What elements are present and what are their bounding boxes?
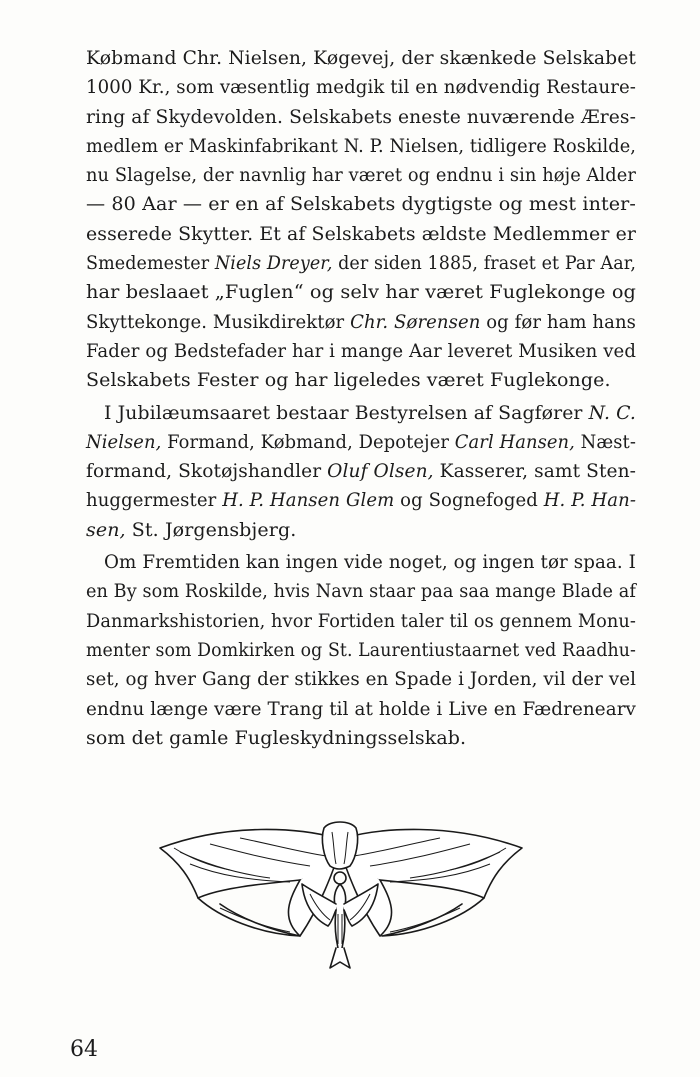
text-segment: Skyttekonge. Musikdirektør (86, 310, 351, 333)
text-line (86, 516, 636, 545)
text-line (86, 73, 636, 102)
text-line (86, 190, 636, 219)
text-line (86, 308, 636, 337)
text-line (86, 428, 636, 457)
text-line (86, 577, 636, 606)
bird-medal-ribbon-icon (150, 818, 530, 998)
text-line (86, 161, 636, 190)
text-line (86, 636, 636, 665)
text-segment: set, og hver Gang der stikkes en Spade i Jorden, vil der vel (86, 668, 637, 691)
text-segment: Kasserer, samt Sten- (433, 460, 637, 483)
text-segment: og Sognefoged (394, 489, 544, 512)
text-line (86, 44, 636, 73)
text-line (86, 548, 636, 577)
text-segment: ring af Skydevolden. Selskabets eneste nuværende Æres- (86, 105, 637, 128)
text-line (86, 665, 636, 694)
italic-name: Nielsen, (86, 430, 162, 453)
text-line (86, 337, 636, 366)
text-segment: og før ham hans (480, 310, 636, 333)
text-line (86, 399, 636, 428)
text-line (86, 486, 636, 515)
italic-name: H. P. Han- (543, 489, 637, 512)
text-segment: St. Jørgensbjerg. (125, 518, 297, 541)
italic-name: sen, (86, 518, 126, 541)
text-line (86, 724, 636, 753)
text-segment: formand, Skotøjshandler (86, 460, 328, 483)
text-line (86, 220, 636, 249)
italic-name: Chr. Sørensen (350, 310, 481, 333)
text-segment: medlem er Maskinfabrikant N. P. Nielsen, tidligere Roskilde, (86, 134, 637, 157)
text-segment: Næst- (574, 430, 636, 453)
text-segment: Smedemester (86, 252, 215, 275)
italic-name: Niels Dreyer, (214, 252, 333, 275)
text-segment: menter som Domkirken og St. Laurentiustaarnet ved Raadhu- (86, 638, 637, 661)
text-segment: Formand, Købmand, Depotejer (161, 430, 455, 453)
page-number: 64 (70, 1037, 98, 1062)
text-segment: I Jubilæumsaaret bestaar Bestyrelsen af Sagfører (104, 401, 589, 424)
italic-name: Carl Hansen, (454, 430, 575, 453)
text-line (86, 607, 636, 636)
italic-name: H. P. Hansen Glem (222, 489, 395, 512)
text-segment: esserede Skytter. Et af Selskabets ældste Medlemmer er (86, 222, 636, 245)
text-segment: endnu længe være Trang til at holde i Live en Fædrenearv (86, 697, 636, 720)
text-segment: 1000 Kr., som væsentlig medgik til en nødvendig Restaure- (86, 76, 637, 99)
italic-name: Oluf Olsen, (327, 460, 434, 483)
text-segment: — 80 Aar — er en af Selskabets dygtigste og mest inter- (86, 193, 636, 216)
text-line (86, 249, 636, 278)
text-segment: nu Slagelse, der navnlig har været og endnu i sin høje Alder (86, 164, 637, 187)
text-segment: som det gamle Fugleskydningsselskab. (86, 726, 467, 749)
text-segment: har beslaaet „Fuglen“ og selv har været Fuglekonge og (86, 281, 636, 304)
text-segment: Fader og Bedstefader har i mange Aar leveret Musiken ved (86, 339, 637, 362)
text-segment: en By som Roskilde, hvis Navn staar paa saa mange Blade af (86, 580, 637, 603)
text-segment: Selskabets Fester og har ligeledes været Fuglekonge. (86, 369, 611, 392)
text-line (86, 366, 636, 395)
italic-name: N. C. (588, 401, 636, 424)
text-line (86, 695, 636, 724)
text-segment: der siden 1885, fraset et Par Aar, (332, 252, 636, 275)
text-line (86, 457, 636, 486)
text-segment: Købmand Chr. Nielsen, Køgevej, der skænkede Selskabet (86, 47, 637, 69)
body-text (86, 44, 636, 753)
text-line (86, 132, 636, 161)
text-segment: huggermester (86, 489, 223, 512)
text-line (86, 103, 636, 132)
text-line (86, 278, 636, 307)
text-segment: Danmarkshistorien, hvor Fortiden taler til os gennem Monu- (86, 609, 636, 632)
text-segment: Om Fremtiden kan ingen vide noget, og ingen tør spaa. I (104, 551, 636, 574)
